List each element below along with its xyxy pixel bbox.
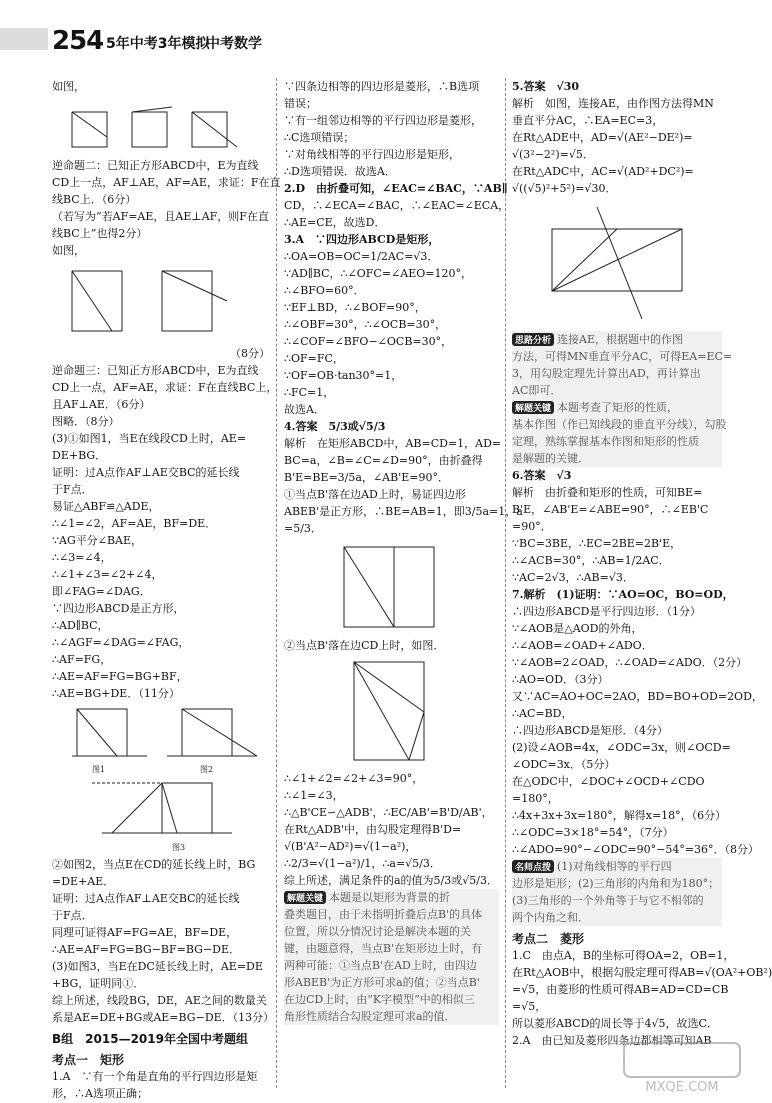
text-line: ∵四条边相等的四边形是菱形，∴B选项 [284,80,480,93]
group-label: B组 [52,1032,74,1046]
text-line: 6.答案 √3 [512,469,572,482]
note-tag: 解题关键 [284,891,326,904]
text-line: ∴∠3=∠4， [52,551,112,564]
text-line: √((√5)²+5²)=√30． [512,182,617,195]
text-line: 角形性质结合勾股定理可求a的值． [284,1010,456,1023]
section-heading-1 [52,1051,270,1068]
text-line: CD上一点，AF=AE，求证：F在直线BC上， [52,381,278,394]
text-line: 2.A 由已知及菱形四条边都相等可知AB [512,1034,712,1047]
text-line: 逆命题二：已知正方形ABCD中，E为直线 [52,159,259,172]
text-line: ∴AE=BG+DE．（11分） [52,687,180,700]
text-line: 边形是矩形；(2)三角形的内角和为180°； [512,877,720,890]
text-line: ∴AO=OD．（3分） [512,673,609,686]
text-line: ②当点B'落在边CD上时，如图． [284,639,445,652]
text-line: ∴∠AOB=∠OAD+∠ADO． [512,639,653,652]
text-line: 解析 在矩形ABCD中，AB=CD=1，AD= [284,437,502,450]
text-line: ∴AE=AF=FG=BG+BF， [52,670,188,683]
text-line: ∵对角线相等的平行四边形是矩形， [284,148,460,161]
figure-rect-fold-1 [334,539,454,635]
text-line: 系是AE=DE+BG或AE=BG−DE．（13分） [52,1011,275,1024]
text-line: AC即可． [512,384,562,397]
text-line: =90°． [512,520,552,533]
text-line: 且AF⊥AE．（6分） [52,398,151,411]
text-line: (3)①如图1，当E在线段CD上时，AE= [52,432,247,445]
key-point-note [284,889,499,1025]
text-line: 在Rt△ADE中，AD=√(AE²−DE²)= [512,131,693,144]
column-1 [52,78,281,1102]
text-line: 证明：过A点作AF⊥AE交BC的延长线 [52,466,240,479]
text-line: ∴∠1=∠2，AF=AE，BF=DE． [52,517,217,530]
text-line: DE+BG． [52,449,107,462]
text-line: ∴∠1+∠3=∠2+∠4， [52,568,163,581]
text-line: ∵∠AOB是△AOD的外角， [512,622,643,635]
figure-3 [52,778,262,854]
text-line: 定理，熟练掌握基本作图和矩形的性质 [512,435,699,448]
text-line: ∴∠1+∠2=∠2+∠3=90°， [284,772,424,785]
figure-squares-b [52,261,242,343]
text-line: 错误； [284,97,317,110]
text-line: ∴AE=CE，故选D． [284,216,386,229]
figure-rect-fold-2 [334,656,454,768]
text-line: ∴四边形ABCD是矩形．（4分） [512,724,668,737]
text-line: ∵AC=2√3，∴AB=√3． [512,571,634,584]
text-line: =√5， [512,1000,547,1013]
book-title: 5年中考3年模拟 [106,36,210,52]
analysis-notes [512,331,733,467]
text-line: 键，由题意得，当点B'在矩形边上时，有 [284,942,483,955]
text-line: ∴4x+3x+3x=180°，解得x=18°，（6分） [512,809,727,822]
text-line: =5/3． [284,522,322,535]
text-line: ∴∠ADO=90°−∠ODC=90°−54°=36°．（8分） [512,843,760,856]
text-line: 在△ODC中，∠DOC+∠OCD+∠CDO [512,775,705,788]
group-heading [52,1030,270,1047]
text-line: 所以菱形ABCD的周长等于4√5，故选C． [512,1017,718,1030]
text-line: 在Rt△AOB中，根据勾股定理可得AB=√(OA²+OB²) [512,966,772,979]
text-line: 于F点． [52,909,93,922]
text-line: ∵AG平分∠BAE， [52,534,143,547]
text-line: (2)设∠AOB=4x，∠ODC=3x，则∠OCD= [512,741,731,754]
text-line: 形，∴A选项正确； [52,1087,148,1100]
text-line: ∴∠COF=∠BFO−∠OCB=30°， [284,335,453,348]
text-line: 图略．（8分） [52,415,120,428]
text-line: 垂直平分AC，∴EA=EC=3， [512,114,664,127]
text-line: =DE+AE． [52,875,115,888]
text-line: ②如图2，当点E在CD的延长线上时，BG [52,858,256,871]
text-line: ∵有一组邻边相等的平行四边形是菱形， [284,114,482,127]
text-line: 同理可证得AF=FG=AE，BF=DE， [52,926,238,939]
text-line: ∴四边形ABCD是平行四边形．（1分） [512,605,701,618]
text-line: 两个内角之和． [512,911,589,924]
watermark-text: MXQE.COM [645,1080,719,1095]
text-line: CD，∴∠ECA=∠BAC，∴∠EAC=∠ECA， [284,199,510,212]
text-line: ∵AD∥BC，∴∠OFC=∠AEO=120°， [284,267,472,280]
figure-label-3: 图3 [172,843,186,852]
text-line: (1)对角线相等的平行四 [557,860,672,873]
note-tag: 名师点拨 [512,860,554,873]
text-line: ①当点B'落在边AD上时，易证四边形 [284,488,466,501]
note-tag: 思路分析 [512,333,554,346]
text-line: √(3²−2²)=√5． [512,148,594,161]
text-line: 2.D 由折叠可知，∠EAC=∠BAC，∵AB∥ [284,182,508,195]
text-line: +BG，证明同①． [52,977,145,990]
column-divider-2 [505,78,506,1088]
text-line: ∵四边形ABCD是正方形， [52,602,185,615]
text-line: 是解题的关键． [512,452,589,465]
text-line: ABEB'是正方形，∴BE=AB=1，即3/5a=1，a [284,505,523,518]
text-line: CD上一点，AF⊥AE，AF=AE，求证：F在直 [52,176,281,189]
text-line: 1.A ∵有一个角是直角的平行四边形是矩 [52,1070,258,1083]
text-line: 本题是以矩形为背景的折 [329,891,451,904]
column-divider-1 [276,78,277,1088]
text-line: 如图， [52,244,85,257]
text-line: 叠类题目，由于未指明折叠后点B'的具体 [284,908,483,921]
section-label: 考点一 [52,1053,89,1067]
text-line: 解析 由折叠和矩形的性质，可知BE= [512,486,703,499]
text-line: ∴2/3=√(1−a²)/1，∴a=√5/3． [284,857,441,870]
text-line: (3)三角形的一个外角等于与它不相邻的 [512,894,704,907]
text-line: ∠ODC=3x．（5分） [512,758,616,771]
section-label: 考点二 [512,932,549,946]
text-line: 3.A ∵四边形ABCD是矩形， [284,233,440,246]
figure-label-1: 图1 [92,765,106,774]
column-3 [512,78,772,1049]
text-line: 即∠FAG=∠DAG． [52,585,151,598]
text-line: 易证△ABF≌△ADE， [52,500,160,513]
text-line: ∵OF=OB·tan30°=1， [284,369,403,382]
text-line: ∴∠OBF=30°，∴∠OCB=30°， [284,318,447,331]
text-line: 综上所述，满足条件的a的值为5/3或√5/3． [284,874,498,887]
text-line: 连接AE，根据题中的作图 [557,333,683,346]
text-line: 线BC上”也得2分） [52,227,148,240]
text-line: ∵EF⊥BD，∴∠BOF=90°， [284,301,426,314]
text-line: 如图， [52,80,85,93]
text-line: 5.答案 √30 [512,80,580,93]
text-line: （若写为“若AF=AE，且AE⊥AF，则F在直 [52,210,269,223]
text-line: B'E=BE=3/5a，∠AB'E=90°． [284,471,449,484]
text-line: √(B'A²−AD²)=√(1−a²)， [284,840,417,853]
group-title: 2015—2019年全国中考题组 [85,1032,248,1046]
text-line: 在边CD上时，由“K字模型”中的相似三 [284,993,475,1006]
note-tag: 解题关键 [512,401,554,414]
text-line: 解析 如图，连接AE，由作图方法得MN [512,97,714,110]
figure-squares-a [52,97,242,155]
text-line: 两种可能：①当点B'在AD上时，由四边 [284,959,477,972]
text-line: 于F点． [52,483,93,496]
text-line: 基本作图（作已知线段的垂直平分线），勾股 [512,418,727,431]
text-line: (3)如图3，当E在DC延长线上时，AE=DE [52,960,263,973]
text-line: ∴AD∥BC， [52,619,109,632]
text-line: 综上所述，线段BG，DE，AE之间的数量关 [52,994,267,1007]
watermark-logo [622,1041,742,1097]
text-line: ∴∠BFO=60°． [284,284,365,297]
header-bar [0,20,60,64]
text-line: ∴∠AGF=∠DAG=∠FAG， [52,636,190,649]
figure-1-2 [52,704,262,776]
text-line: BC=a，∠B=∠C=∠D=90°，由折叠得 [284,454,483,467]
text-line: ∴FC=1， [284,386,335,399]
text-line: 在Rt△ADB'中，由勾股定理得B'D= [284,823,462,836]
text-line: 又∵AC=AO+OC=2AO，BD=BO+OD=2OD， [512,690,763,703]
page-number: 254 [52,26,104,56]
text-line: ∵∠AOB=2∠OAD，∴∠OAD=∠ADO．（2分） [512,656,748,669]
text-line: ∴AF=FG， [52,653,112,666]
text-line: ∴C选项错误； [284,131,355,144]
section-heading-2 [512,930,722,947]
teacher-tip-note [512,858,722,926]
subject-title: 中考数学 [206,36,262,52]
text-line: 逆命题三：已知正方形ABCD中，E为直线 [52,364,259,377]
text-line: 故选A． [284,403,325,416]
text-line: 本题考查了矩形的性质， [557,401,679,414]
text-line: ∵BC=3BE，∴EC=2BE=2B'E， [512,537,682,550]
text-line: 7.解析 (1)证明：∵AO=OC，BO=OD， [512,588,734,601]
section-title: 矩形 [100,1053,125,1067]
text-line: 证明：过A点作AF⊥AE交BC的延长线 [52,892,240,905]
text-line: ∴∠1=∠3， [284,789,344,802]
text-line: ∴∠ACB=30°，∴AB=1/2AC． [512,554,670,567]
text-line: B'E，∠AB'E=∠ABE=90°，∴∠EB'C [512,503,709,516]
text-line: 4.答案 5/3或√5/3 [284,420,386,433]
text-line: 线BC上．（6分） [52,193,137,206]
section-title: 菱形 [560,932,585,946]
text-line: ∴D选项错误．故选A． [284,165,396,178]
text-line: =√5，由菱形的性质可得AB=AD=CD=CB [512,983,729,996]
text-line: ∴AE=AF=FG=BG−BF=BG−DE． [52,943,240,956]
text-line: ∴∠ODC=3×18°=54°，（7分） [512,826,674,839]
text-line: ∴AC=BD， [512,707,573,720]
text-line: 形ABEB'为正方形可求a的值；②当点B' [284,976,480,989]
figure-label-2: 图2 [200,765,214,774]
text-line: =180°， [512,792,559,805]
column-2 [284,78,523,1025]
text-line: （8分） [230,347,270,360]
text-line: 在Rt△ADC中，AC=√(AD²+DC²)= [512,165,694,178]
text-line: ∴△B'CE∽△ADB'，∴EC/AB'=B'D/AB'， [284,806,493,819]
text-line: 1.C 由点A，B的坐标可得OA=2，OB=1， [512,949,735,962]
text-line: ∴OA=OB=OC=1/2AC=√3． [284,250,439,263]
figure-rect-bisector [512,199,712,329]
page-header [0,0,750,64]
text-line: 位置，所以分情况讨论是解决本题的关 [284,925,471,938]
text-line: 方法，可得MN垂直平分AC，可得EA=EC= [512,350,733,363]
text-line: ∴OF=FC， [284,352,344,365]
text-line: 3，用勾股定理先计算出AD，再计算出 [512,367,701,380]
